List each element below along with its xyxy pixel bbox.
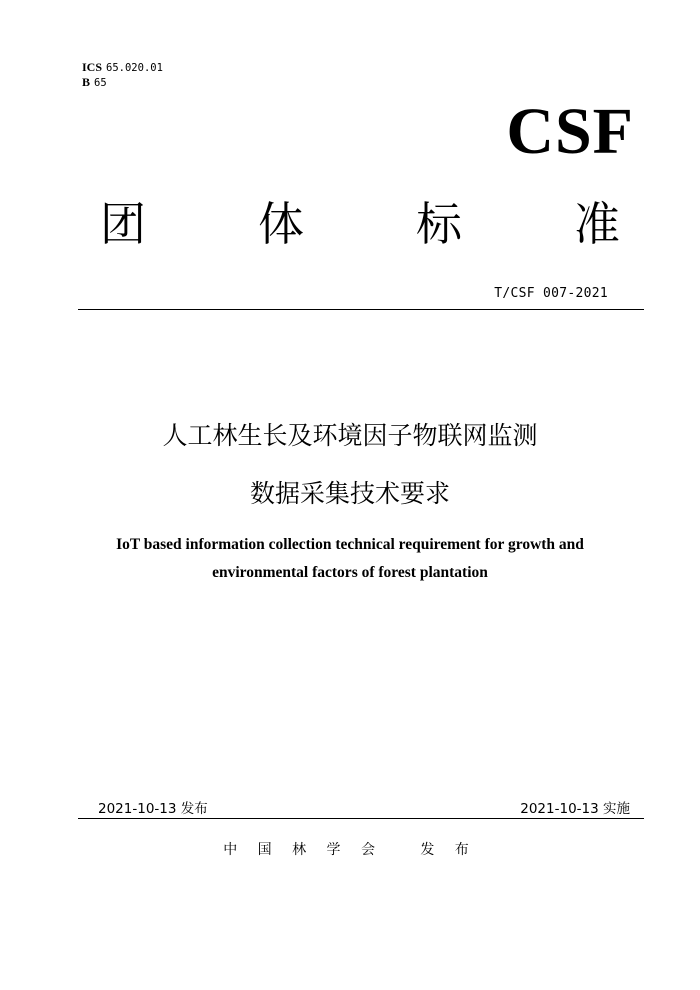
ics-code: 65.020.01 [106,62,163,74]
title-zh-line1: 人工林生长及环境因子物联网监测 [162,421,538,450]
ccs-label: B [82,75,91,89]
title-en-line1: IoT based information collection technical requirement for growth and [116,536,584,553]
ics-label: ICS [82,60,103,74]
title-zh-line2: 数据采集技术要求 [249,479,450,508]
csf-logo: CSF [506,95,634,168]
standard-type-title [100,196,620,252]
publisher: 中 国 林 学 会 发 布 [223,842,477,858]
standard-type-char: 准 [574,197,620,251]
ccs-classification [82,75,107,90]
ccs-code: 65 [94,77,107,89]
header-divider [78,309,644,310]
standard-type-char: 标 [416,197,462,251]
standard-type-char: 团 [100,197,146,251]
standard-type-char: 体 [258,197,304,251]
title-en-line2: environmental factors of forest plantation [212,564,488,581]
standard-number: T/CSF 007-2021 [494,286,608,301]
issue-date: 2021-10-13 发布 [98,801,208,817]
footer-divider [78,818,644,819]
implementation-date: 2021-10-13 实施 [520,801,630,817]
ics-classification [82,60,163,75]
